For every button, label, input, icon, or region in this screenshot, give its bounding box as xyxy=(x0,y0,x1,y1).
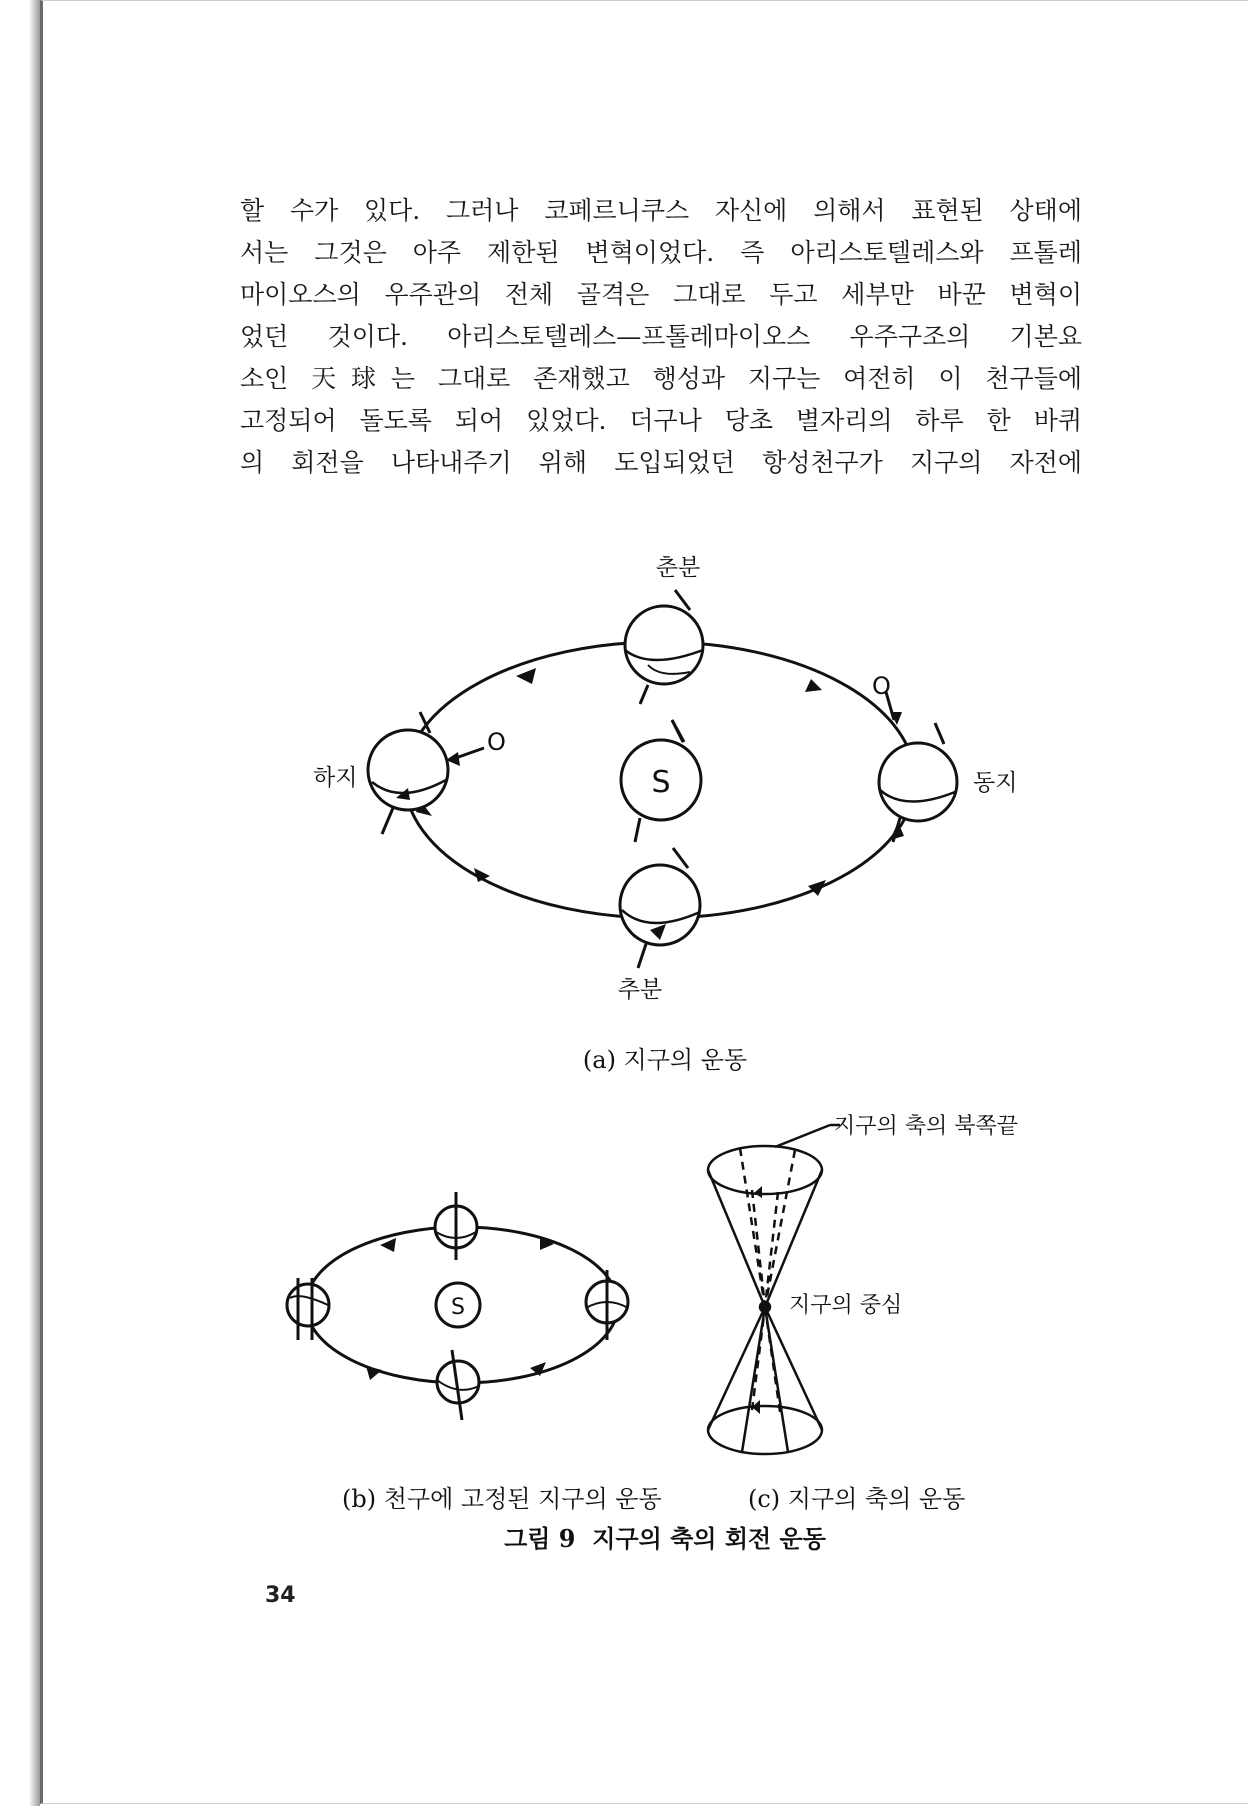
caption-c: (c) 지구의 축의 운동 xyxy=(748,1485,966,1513)
figure-c-labels xyxy=(789,1114,1018,1318)
text-line: 었던 것이다. 아리스토텔레스—프톨레마이오스 우주구조의 기본요 xyxy=(240,322,1082,351)
earth-autumn xyxy=(620,848,700,968)
text-line: 할 수가 있다. 그러나 코페르니쿠스 자신에 의해서 표현된 상태에 xyxy=(240,196,1082,225)
page-number: 34 xyxy=(265,1583,296,1608)
text-line: 서는 그것은 아주 제한된 변혁이었다. 즉 아리스토텔레스와 프톨레 xyxy=(240,238,1082,267)
earth-winter xyxy=(879,723,957,842)
caption-b: (b) 천구에 고정된 지구의 운동 xyxy=(342,1485,662,1513)
label-autumn: 추분 xyxy=(617,977,663,1003)
earth-b-left xyxy=(287,1278,329,1340)
earth-b-top xyxy=(435,1192,477,1260)
cone-bottom-rim xyxy=(708,1406,822,1454)
label-center: 지구의 중심 xyxy=(789,1293,903,1318)
cone-top-rim xyxy=(708,1146,822,1194)
point-o-right: O xyxy=(872,672,891,700)
point-o-left: O xyxy=(487,728,506,756)
text-line: 소인 天球는 그대로 존재했고 행성과 지구는 여전히 이 천구들에 xyxy=(240,364,1082,393)
label-summer: 하지 xyxy=(313,765,358,791)
figure-title: 그림 9 지구의 축의 회전 운동 xyxy=(504,1524,826,1553)
caption-a: (a) 지구의 운동 xyxy=(582,1046,748,1074)
label-winter: 동지 xyxy=(973,770,1018,796)
earth-spring xyxy=(625,590,703,704)
text-line: 마이오스의 우주관의 전체 골격은 그대로 두고 세부만 바꾼 변혁이 xyxy=(240,280,1082,309)
earth-summer xyxy=(368,712,448,834)
figure-c-axis-motion xyxy=(708,1125,840,1454)
text-line: 고정되어 돌도록 되어 있었다. 더구나 당초 별자리의 하루 한 바퀴 xyxy=(240,406,1082,435)
sun-label: S xyxy=(651,765,671,800)
label-spring: 춘분 xyxy=(655,555,701,581)
earth-b-bottom xyxy=(437,1350,479,1420)
earth-b-right xyxy=(586,1270,628,1340)
sun-b-label: S xyxy=(451,1295,465,1320)
label-north-end: 지구의 축의 북쪽끝 xyxy=(834,1114,1019,1139)
text-line: 의 회전을 나타내주기 위해 도입되었던 항성천구가 지구의 자전에 xyxy=(240,448,1082,477)
